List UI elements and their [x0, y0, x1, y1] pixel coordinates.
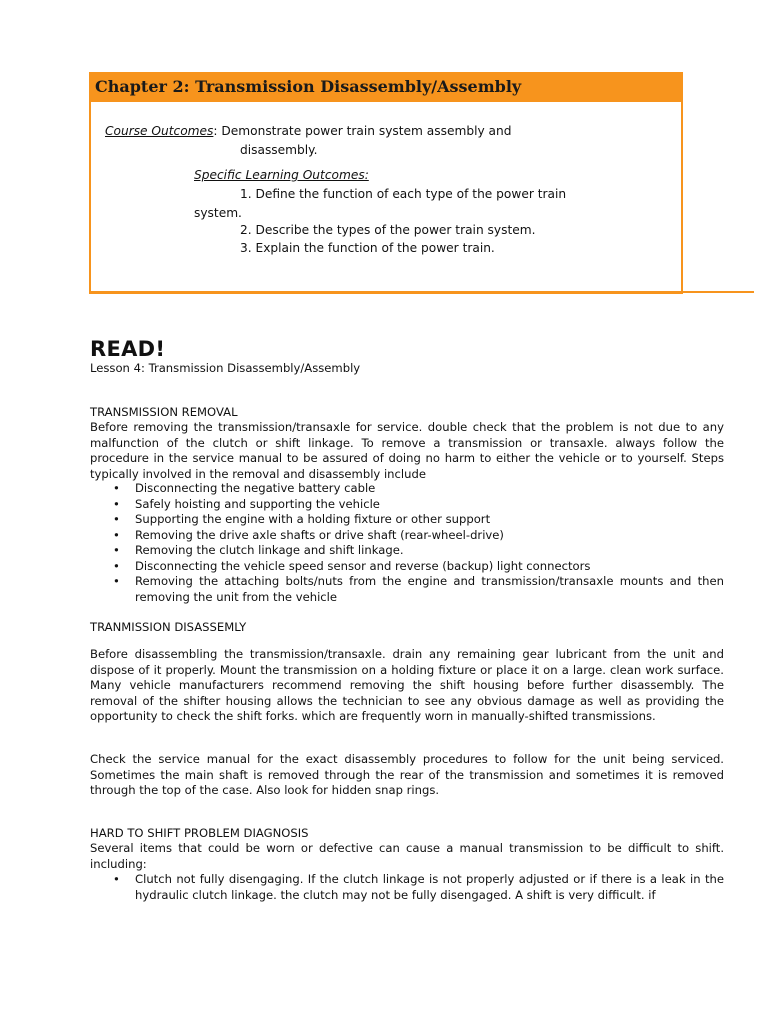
list-item: • Disconnecting the negative battery cable [90, 481, 724, 497]
hard-shift-paragraph-block [90, 841, 724, 872]
hard-shift-list [90, 872, 724, 903]
specific-outcome-3: 3. Explain the function of the power train. [240, 241, 495, 255]
hard-shift-heading: HARD TO SHIFT PROBLEM DIAGNOSIS [90, 826, 309, 840]
disassembly-paragraph1: Before disassembling the transmission/transaxle. drain any remaining gear lubricant from the unit and dispose of it properly. Mount the transmission on a holding fixture or place it on a large. clean work surface. Many vehicle manufacturers recommend removing the shift housing before further disassembly. The removal of the shifter housing allows the technician to see any obvious damage as well as providing the opportunity to check the shift forks. which are frequently worn in manually-shifted transmissions. [90, 647, 724, 723]
disassembly-heading: TRANMISSION DISASSEMLY [90, 620, 247, 634]
removal-heading: TRANSMISSION REMOVAL [90, 405, 238, 419]
list-item: • Clutch not fully disengaging. If the clutch linkage is not properly adjusted or if there is a leak in the hydraulic clutch linkage. the clutch may not be fully disengaged. A shift is very difficult. if [90, 872, 724, 903]
list-item: • Removing the clutch linkage and shift linkage. [90, 543, 724, 559]
course-outcomes-label: Course Outcomes [105, 124, 214, 138]
list-item: • Supporting the engine with a holding fixture or other support [90, 512, 724, 528]
specific-outcome-2: 2. Describe the types of the power train system. [240, 223, 536, 237]
removal-paragraph-block [90, 420, 724, 482]
list-item: • Disconnecting the vehicle speed sensor and reverse (backup) light connectors [90, 559, 724, 575]
specific-outcomes-label: Specific Learning Outcomes: [194, 168, 369, 182]
list-item: • Safely hoisting and supporting the vehicle [90, 497, 724, 513]
list-item: • Removing the attaching bolts/nuts from the engine and transmission/transaxle mounts and then removing the unit from the vehicle [90, 574, 724, 605]
disassembly-paragraph2: Check the service manual for the exact disassembly procedures to follow for the unit being serviced. Sometimes the main shaft is removed through the rear of the transmission and sometimes it is removed through the top of the case. Also look for hidden snap rings. [90, 752, 724, 797]
course-outcomes-separator: : [213, 124, 218, 138]
removal-steps-list [90, 481, 724, 605]
disassembly-paragraph2-block [90, 752, 724, 799]
specific-outcome-1-cont: system. [194, 206, 242, 220]
outcomes-box [89, 72, 683, 294]
lesson-title: Lesson 4: Transmission Disassembly/Assembly [90, 361, 361, 375]
read-heading: READ! [90, 337, 166, 361]
chapter-title: Chapter 2: Transmission Disassembly/Assembly [95, 77, 522, 96]
list-item: • Removing the drive axle shafts or drive shaft (rear-wheel-drive) [90, 528, 724, 544]
course-outcomes-line1 [105, 122, 511, 141]
course-outcomes-text-line2: disassembly. [240, 143, 318, 157]
course-outcomes-text: Demonstrate power train system assembly and [221, 124, 512, 138]
specific-outcome-1: 1. Define the function of each type of the power train [240, 187, 567, 201]
removal-paragraph: Before removing the transmission/transaxle for service. double check that the problem is not due to any malfunction of the clutch or shift linkage. To remove a transmission or transaxle. always follow the procedure in the service manual to be assured of doing no harm to either the vehicle or to yourself. Steps typically involved in the removal and disassembly include [90, 420, 724, 481]
hard-shift-paragraph: Several items that could be worn or defective can cause a manual transmission to be difficult to shift. including: [90, 841, 724, 871]
outcomes-bottom-rule [89, 291, 754, 293]
disassembly-paragraph1-block [90, 647, 724, 725]
